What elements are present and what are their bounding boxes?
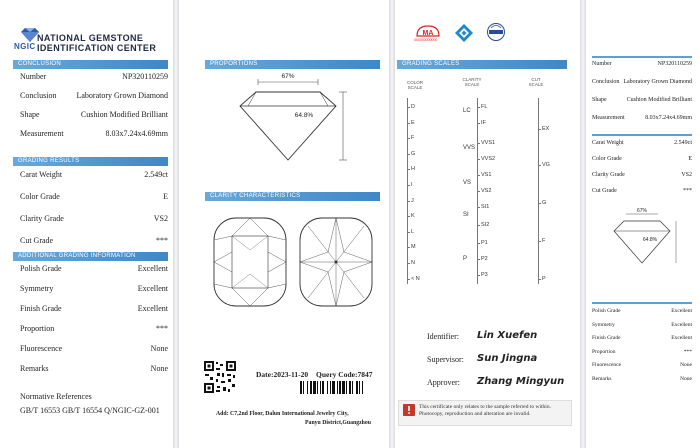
color-tick (407, 185, 410, 186)
summary-value: Excellent (671, 308, 692, 314)
conclusion-row (20, 91, 168, 101)
clarity-tick (477, 243, 480, 244)
clarity-tick (477, 191, 480, 192)
staff-signature: Sun Jingna (477, 353, 538, 364)
summary-row (592, 140, 692, 148)
additional-label: Proportion (20, 324, 55, 333)
summary-label: Clarity Grade (592, 172, 625, 178)
grading-value: 2.549ct (144, 170, 168, 179)
cma-number: 000000000000 (414, 38, 438, 42)
barcode-bar (327, 381, 328, 394)
summary-value: NP320110259 (657, 61, 692, 67)
grading-value: VS2 (153, 214, 168, 223)
barcode-bar (310, 381, 312, 394)
cma-logo-icon (414, 24, 442, 38)
grading-row (20, 236, 168, 246)
conclusion-label: Number (20, 72, 47, 81)
clarity-grade-mark: SI1 (481, 204, 490, 210)
summary-row (592, 97, 692, 105)
summary-label: Color Grade (592, 156, 622, 162)
clarity-group-label: VVS (463, 145, 476, 151)
additional-value: None (150, 364, 168, 373)
color-tick (407, 279, 410, 280)
conclusion-value: 8.03x7.24x4.69mm (105, 129, 168, 138)
notice-box (398, 400, 572, 426)
clarity-tick (477, 123, 480, 124)
summary-row (592, 376, 692, 384)
lab-title-line2: IDENTIFICATION CENTER (37, 43, 157, 53)
crown-view (214, 218, 286, 306)
section-grading-scales: GRADING SCALES (397, 60, 567, 69)
fold-line (580, 0, 586, 448)
summary-row (592, 188, 692, 196)
clarity-grade-mark: VVS2 (481, 156, 496, 162)
grading-value: *** (156, 236, 168, 245)
clarity-grade-mark: FL (481, 104, 488, 110)
summary-row (592, 156, 692, 164)
color-scale-header: COLOR SCALE (406, 80, 423, 90)
barcode-bar (356, 381, 358, 394)
grading-row (20, 192, 168, 202)
grading-row (20, 214, 168, 224)
barcode-bar (359, 381, 360, 394)
section-clarity-characteristics: CLARITY CHARACTERISTICS (205, 192, 380, 201)
summary-value: *** (683, 188, 692, 194)
barcode-bar (332, 381, 335, 394)
clarity-tick (477, 225, 480, 226)
summary-value: VS2 (681, 172, 692, 178)
conclusion-value: NP320110259 (122, 72, 168, 81)
fold-line (389, 0, 395, 448)
cut-tick (538, 203, 541, 204)
query-code: Query Code:7847 (316, 370, 373, 379)
notice-text: This certificate only relates to the sample referred to within. Photocopy, reproduction and alteration are invalid. (419, 404, 551, 417)
cut-grade-mark: G (542, 200, 547, 206)
additional-value: Excellent (137, 284, 168, 293)
summary-row (592, 172, 692, 180)
conclusion-value: Laboratory Grown Diamond (76, 91, 168, 100)
clarity-grade-mark: IF (481, 120, 486, 126)
clarity-group-label: P (463, 256, 468, 262)
grading-row (20, 170, 168, 180)
barcode-bar (330, 381, 331, 394)
barcode-bar (322, 381, 324, 394)
cut-grade-mark: P (542, 276, 546, 282)
color-tick (407, 232, 410, 233)
summary-label: Remarks (592, 375, 612, 382)
lab-title-line1: NATIONAL GEMSTONE (37, 33, 144, 43)
barcode-bar (307, 381, 308, 394)
clarity-grade-mark: VVS1 (481, 140, 496, 146)
barcode-bar (300, 381, 302, 394)
clarity-tick (477, 143, 480, 144)
additional-row (20, 344, 168, 354)
conclusion-label: Measurement (20, 129, 64, 138)
grading-label: Clarity Grade (20, 214, 64, 223)
clarity-plot (208, 212, 380, 312)
summary-value: None (680, 362, 692, 368)
summary-label: Cut Grade (592, 188, 617, 194)
color-scale-line (407, 98, 408, 284)
grading-label: Carat Weight (20, 170, 63, 179)
color-grade-mark: J (411, 197, 414, 204)
barcode-bar (342, 381, 345, 394)
color-grade-mark: M (411, 244, 416, 251)
proportions-diagram (218, 70, 378, 180)
cut-tick (538, 165, 541, 166)
summary-value: 8.03x7.24x4.69mm (645, 115, 692, 121)
summary-table-percentage: 67% (636, 208, 648, 214)
summary-label: Carat Weight (592, 140, 624, 146)
summary-depth-percentage: 64.8% (642, 237, 658, 243)
clarity-group-label: LC (463, 108, 471, 114)
cut-tick (538, 241, 541, 242)
color-grade-mark: E (411, 119, 415, 126)
conclusion-row (20, 72, 168, 82)
color-tick (407, 169, 410, 170)
summary-value: Excellent (671, 321, 692, 328)
clarity-grade-mark: P2 (481, 256, 488, 262)
barcode-bar (362, 381, 363, 394)
color-tick (407, 138, 410, 139)
color-tick (407, 107, 410, 108)
summary-label: Proportion (592, 348, 616, 355)
conclusion-row (20, 110, 168, 120)
clarity-grade-mark: P3 (481, 272, 488, 278)
summary-label: Measurement (592, 115, 625, 121)
accreditation-diamond-icon (454, 23, 474, 43)
summary-row (592, 115, 692, 123)
standard-seal-icon (485, 22, 507, 42)
logo-text: NGIC (14, 42, 36, 51)
barcode-bar (337, 381, 338, 394)
clarity-tick (477, 107, 480, 108)
summary-value: E (688, 156, 692, 162)
additional-row (20, 324, 168, 334)
additional-label: Polish Grade (20, 264, 62, 273)
clarity-tick (477, 259, 480, 260)
clarity-scale-header: CLARITY SCALE (462, 77, 482, 87)
additional-row (20, 284, 168, 294)
color-grade-mark: < N (411, 275, 420, 282)
summary-row (592, 61, 692, 69)
summary-proportions-diagram (596, 207, 692, 277)
summary-accent-bar (592, 56, 692, 58)
color-tick (407, 154, 410, 155)
clarity-grade-mark: P1 (481, 240, 488, 246)
summary-value: *** (683, 348, 692, 355)
table-percentage: 67% (281, 73, 295, 80)
barcode-bar (339, 381, 341, 394)
barcode (300, 381, 382, 394)
additional-value: *** (156, 324, 168, 333)
cut-grade-mark: EX (542, 126, 550, 132)
references-title: Normative References (20, 392, 92, 401)
color-tick (407, 247, 410, 248)
clarity-tick (477, 275, 480, 276)
clarity-grade-mark: VS2 (481, 188, 492, 194)
summary-label: Conclusion (592, 79, 620, 85)
clarity-tick (477, 175, 480, 176)
section-grading-results: GRADING RESULTS (13, 157, 168, 166)
clarity-group-label: VS (463, 180, 472, 186)
color-grade-mark: D (411, 104, 415, 110)
section-conclusion: CONCLUSION (13, 60, 168, 69)
additional-value: Excellent (137, 304, 168, 313)
address-line1: Add: C7,2nd Floor, Dalun International Jewelry City, (216, 411, 349, 417)
summary-label: Polish Grade (592, 308, 621, 314)
summary-accent-bar (592, 302, 692, 304)
color-grade-mark: N (411, 260, 415, 266)
conclusion-value: Cushion Modified Brilliant (80, 110, 168, 119)
section-proportions: PROPORTIONS (205, 60, 380, 69)
barcode-bar (352, 381, 353, 394)
clarity-grade-mark: VS1 (481, 172, 492, 178)
color-tick (407, 216, 410, 217)
summary-row (592, 349, 692, 357)
summary-accent-bar (592, 134, 692, 136)
summary-value: Cushion Modified Brilliant (626, 97, 692, 103)
summary-label: Shape (592, 97, 607, 103)
grading-label: Cut Grade (20, 236, 54, 245)
summary-row (592, 79, 692, 87)
depth-percentage: 64.8% (294, 112, 314, 119)
cut-tick (538, 279, 541, 280)
color-tick (407, 201, 410, 202)
barcode-bar (317, 381, 318, 394)
staff-signature: Lin Xuefen (477, 330, 538, 341)
color-tick (407, 123, 410, 124)
pavilion-view (300, 218, 372, 306)
address-line2: Panyu District,Guangzhou (305, 420, 372, 426)
clarity-tick (477, 207, 480, 208)
barcode-bar (303, 381, 304, 394)
summary-row (592, 335, 692, 343)
additional-label: Remarks (20, 364, 49, 373)
summary-label: Fluorescence (592, 362, 622, 368)
color-grade-mark: L (411, 228, 415, 235)
summary-row (592, 308, 692, 316)
clarity-group-label: SI (463, 212, 469, 218)
summary-value: Excellent (671, 335, 692, 341)
additional-row (20, 304, 168, 314)
grading-label: Color Grade (20, 192, 60, 201)
color-grade-mark: H (411, 166, 415, 173)
barcode-bar (346, 381, 347, 394)
section-additional-grading: ADDITIONAL GRADING INFORMATION (13, 252, 168, 261)
additional-value: Excellent (137, 264, 168, 273)
references-text: GB/T 16553 GB/T 16554 Q/NGIC-GZ-001 (20, 406, 160, 415)
cut-grade-mark: VG (542, 162, 550, 168)
summary-row (592, 362, 692, 370)
clarity-grade-mark: SI2 (481, 222, 490, 228)
additional-label: Finish Grade (20, 304, 62, 313)
color-grade-mark: G (411, 150, 416, 157)
barcode-bar (313, 381, 316, 394)
staff-label: Approver: (427, 378, 460, 387)
additional-label: Symmetry (20, 284, 54, 293)
summary-label: Finish Grade (592, 335, 621, 341)
color-grade-mark: K (411, 213, 415, 220)
summary-value: None (680, 375, 692, 382)
color-grade-mark: F (411, 135, 415, 142)
clarity-tick (477, 159, 480, 160)
fold-line (173, 0, 179, 448)
cma-text: MA (422, 30, 434, 37)
additional-row (20, 364, 168, 374)
summary-value: 2.549ct (674, 140, 692, 146)
color-grade-mark: I (411, 182, 413, 188)
color-tick (407, 263, 410, 264)
staff-label: Supervisor: (427, 355, 464, 364)
staff-signature: Zhang Mingyun (477, 376, 565, 387)
staff-label: Identifier: (427, 332, 459, 341)
additional-value: None (150, 344, 168, 353)
warning-icon (403, 404, 415, 416)
grading-value: E (163, 192, 168, 201)
barcode-bar (320, 381, 321, 394)
summary-value: Laboratory Grown Diamond (623, 79, 692, 85)
summary-label: Number (592, 61, 612, 67)
conclusion-label: Shape (20, 110, 40, 119)
barcode-bar (349, 381, 351, 394)
additional-row (20, 264, 168, 274)
additional-label: Fluorescence (20, 344, 63, 353)
cut-grade-mark: F (542, 238, 546, 244)
cut-scale-line (538, 98, 539, 284)
cut-tick (538, 129, 541, 130)
summary-row (592, 322, 692, 330)
conclusion-label: Conclusion (20, 91, 57, 100)
cma-badge (414, 24, 442, 44)
conclusion-row (20, 129, 168, 139)
qr-code[interactable] (203, 360, 237, 394)
issue-date: Date:2023-11-20 (256, 370, 309, 379)
cut-scale-header: CUT SCALE (528, 77, 544, 87)
summary-label: Symmetry (592, 321, 615, 328)
